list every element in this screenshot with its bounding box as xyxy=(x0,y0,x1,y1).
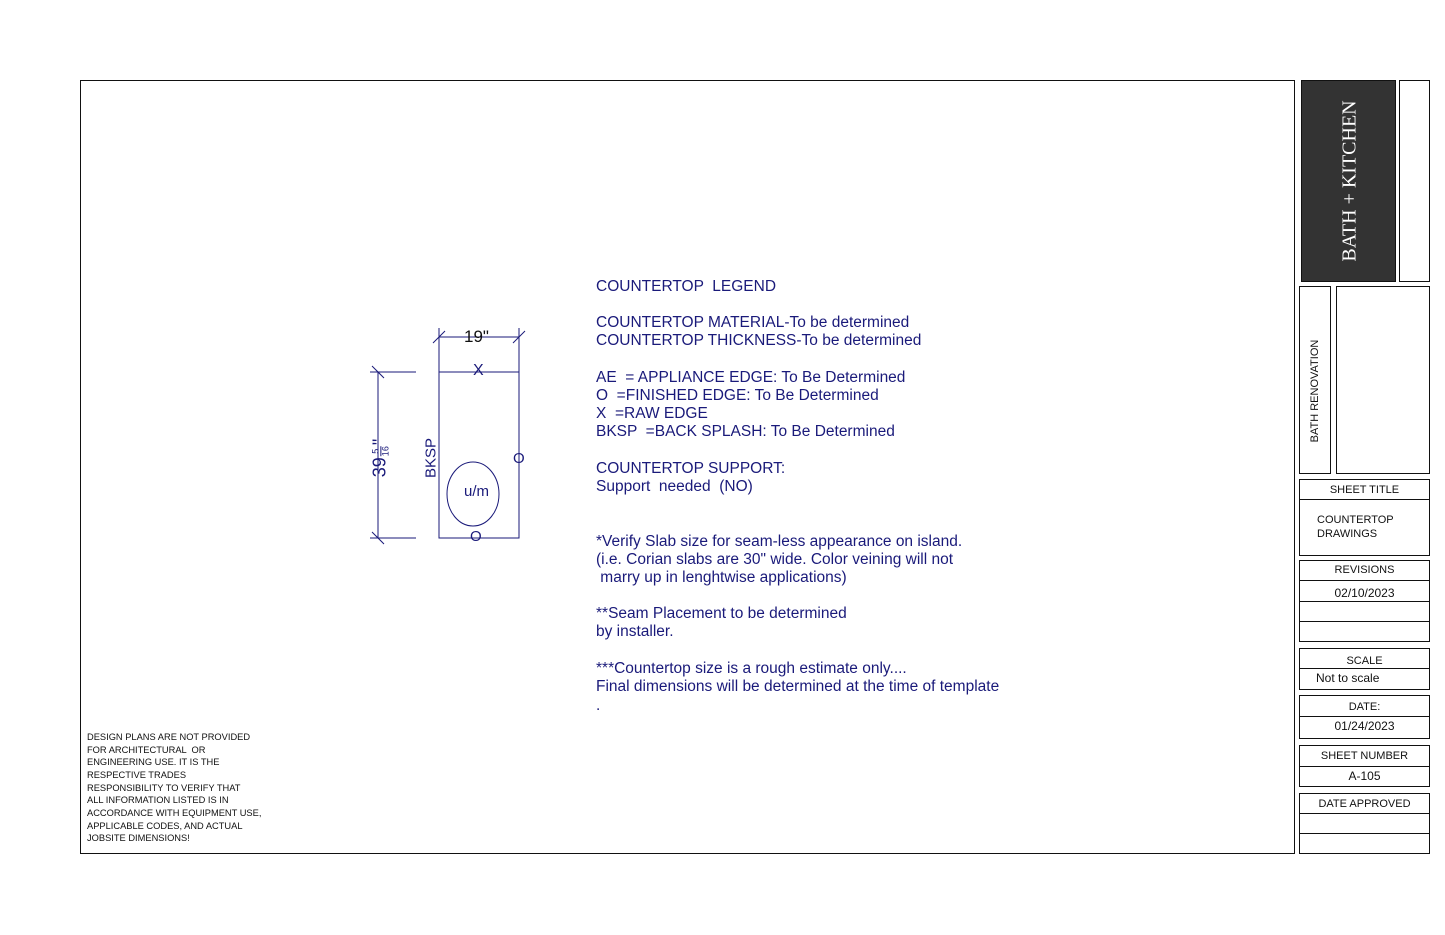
depth-label xyxy=(369,439,390,477)
date-approved-divider xyxy=(1299,833,1430,834)
revisions-divider xyxy=(1299,621,1430,622)
legend-line: by installer. xyxy=(596,623,674,640)
legend-line: BKSP =BACK SPLASH: To Be Determined xyxy=(596,423,895,440)
disclaimer-line: ENGINEERING USE. IT IS THE xyxy=(87,757,220,767)
revision-date: 02/10/2023 xyxy=(1334,586,1395,600)
legend-line: . xyxy=(596,697,601,714)
legend-line: X =RAW EDGE xyxy=(596,405,708,422)
backsplash-label: BKSP xyxy=(422,437,440,479)
disclaimer-line: DESIGN PLANS ARE NOT PROVIDED xyxy=(87,732,251,742)
legend-line: COUNTERTOP LEGEND xyxy=(596,278,777,295)
width-label: 19" xyxy=(464,327,489,346)
project-name: BATH RENOVATION xyxy=(1309,339,1321,443)
disclaimer-line: RESPECTIVE TRADES xyxy=(87,770,187,780)
disclaimer-line: JOBSITE DIMENSIONS! xyxy=(87,833,190,843)
depth-frac-num: 5 xyxy=(372,446,382,456)
date-divider xyxy=(1299,716,1430,717)
legend-line: marry up in lenghtwise applications) xyxy=(596,569,847,586)
legend-line: COUNTERTOP MATERIAL-To be determined xyxy=(596,314,910,331)
disclaimer-line: ALL INFORMATION LISTED IS IN xyxy=(87,795,229,805)
disclaimer-line: RESPONSIBILITY TO VERIFY THAT xyxy=(87,783,241,793)
legend-line: ***Countertop size is a rough estimate only.... xyxy=(596,660,907,677)
date-label: DATE: xyxy=(1348,701,1381,713)
date-value: 01/24/2023 xyxy=(1334,719,1395,733)
depth-fraction xyxy=(372,446,391,456)
revisions-divider xyxy=(1299,601,1430,602)
revisions-label: REVISIONS xyxy=(1334,564,1395,576)
sheet-title-line2: DRAWINGS xyxy=(1317,528,1378,540)
disclaimer-line: ACCORDANCE WITH EQUIPMENT USE, xyxy=(87,808,262,818)
legend-line: COUNTERTOP SUPPORT: xyxy=(596,460,786,477)
raw-edge-marker: X xyxy=(473,362,484,379)
sink-label: u/m xyxy=(464,483,490,500)
legend-line: COUNTERTOP THICKNESS-To be determined xyxy=(596,332,922,349)
countertop-outline xyxy=(439,372,519,538)
date-approved-label: DATE APPROVED xyxy=(1318,798,1411,810)
scale-divider xyxy=(1299,668,1430,669)
depth-frac-den: 16 xyxy=(380,446,391,457)
revisions-divider xyxy=(1299,580,1430,581)
sheet-number-value: A-105 xyxy=(1348,769,1381,783)
sheet-title-label: SHEET TITLE xyxy=(1329,484,1400,496)
sheet-number-divider xyxy=(1299,766,1430,767)
countertop-plan-drawing xyxy=(360,320,540,555)
scale-label: SCALE xyxy=(1346,655,1383,667)
legend-line: (i.e. Corian slabs are 30" wide. Color veining will not xyxy=(596,551,953,568)
legend-line: AE = APPLIANCE EDGE: To Be Determined xyxy=(596,369,906,386)
sheet-title-line1: COUNTERTOP xyxy=(1317,514,1394,526)
legend-line: Support needed (NO) xyxy=(596,478,753,495)
company-name: BATH + KITCHEN xyxy=(1338,100,1361,262)
date-approved-divider xyxy=(1299,813,1430,814)
client-box xyxy=(1336,286,1430,474)
scale-value: Not to scale xyxy=(1316,671,1380,685)
sheet-number-label: SHEET NUMBER xyxy=(1320,750,1409,762)
disclaimer-line: APPLICABLE CODES, AND ACTUAL xyxy=(87,821,243,831)
legend-line: Final dimensions will be determined at the time of template xyxy=(596,678,1000,695)
depth-whole: 39 xyxy=(369,457,390,478)
finished-edge-marker-right: O xyxy=(513,450,525,467)
depth-inch-mark: " xyxy=(369,438,390,446)
legend-line: **Seam Placement to be determined xyxy=(596,605,847,622)
disclaimer-line: FOR ARCHITECTURAL OR xyxy=(87,745,206,755)
sheet-title-header-divider xyxy=(1299,499,1430,500)
finished-edge-marker-bottom: O xyxy=(470,528,482,545)
logo-side-box xyxy=(1399,80,1430,282)
legend-line: O =FINISHED EDGE: To Be Determined xyxy=(596,387,879,404)
legend-line: *Verify Slab size for seam-less appearance on island. xyxy=(596,533,963,550)
